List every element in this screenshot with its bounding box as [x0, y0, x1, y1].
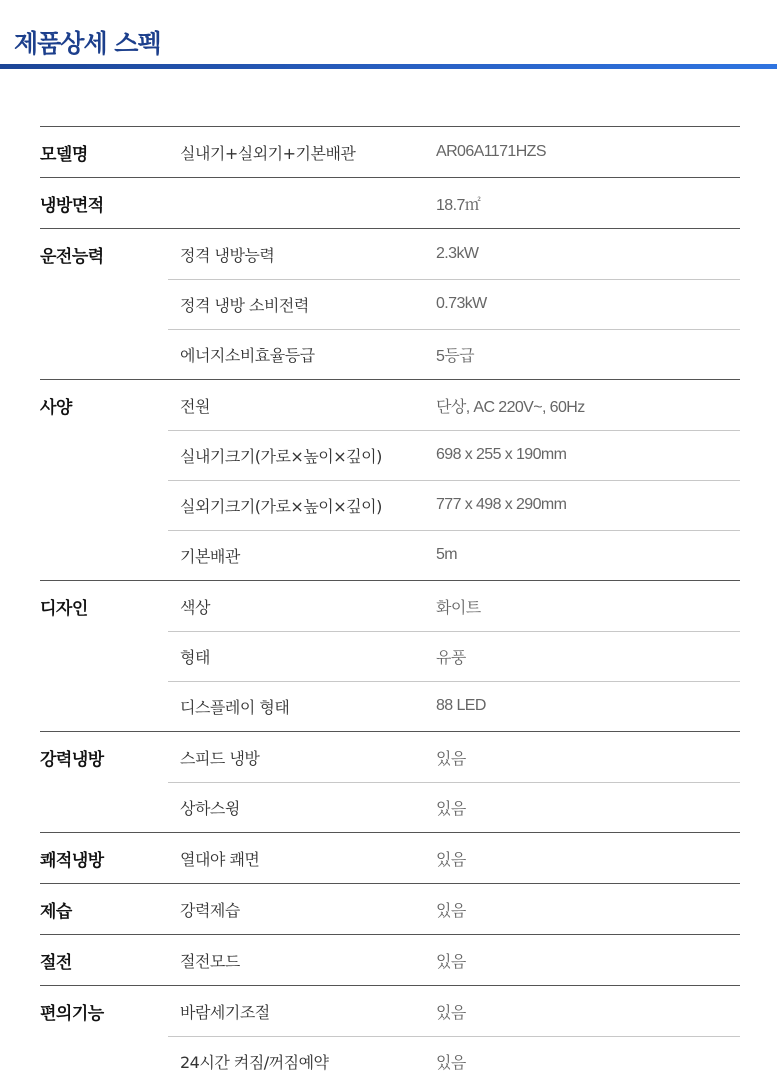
spec-category: 모델명 [40, 144, 88, 165]
spec-group [40, 177, 740, 228]
spec-row [40, 329, 740, 379]
spec-value: 있음 [436, 800, 466, 818]
spec-row [40, 986, 740, 1036]
spec-value: 5m [436, 546, 458, 563]
spec-label: 상하스윙 [180, 798, 240, 818]
spec-row [40, 681, 740, 731]
spec-value: 있음 [436, 902, 466, 920]
spec-row [40, 782, 740, 832]
spec-category: 제습 [40, 901, 72, 922]
spec-row [40, 127, 740, 177]
spec-label: 실외기크기(가로×높이×깊이) [180, 496, 382, 516]
spec-row [40, 1036, 740, 1071]
spec-label: 전원 [180, 396, 210, 416]
spec-value: 있음 [436, 1054, 466, 1071]
spec-group [40, 126, 740, 177]
spec-row [40, 833, 740, 883]
spec-value: 18.7㎡ [436, 196, 481, 214]
spec-category: 사양 [40, 397, 72, 418]
spec-category: 디자인 [40, 598, 88, 619]
spec-value: 단상, AC 220V~, 60Hz [436, 398, 585, 416]
spec-group [40, 379, 740, 580]
spec-category: 냉방면적 [40, 195, 104, 216]
spec-label: 열대야 쾌면 [180, 849, 260, 869]
spec-row [40, 480, 740, 530]
spec-table [40, 126, 740, 1071]
spec-value: 있음 [436, 953, 466, 971]
spec-group [40, 883, 740, 934]
spec-value: 777 x 498 x 290mm [436, 496, 567, 513]
spec-value: 2.3kW [436, 245, 479, 262]
spec-group [40, 580, 740, 731]
spec-value: AR06A1171HZS [436, 143, 546, 160]
spec-category: 강력냉방 [40, 749, 104, 770]
spec-group [40, 832, 740, 883]
spec-value: 88 LED [436, 697, 486, 714]
spec-category: 쾌적냉방 [40, 850, 104, 871]
spec-row [40, 380, 740, 430]
spec-row [40, 279, 740, 329]
spec-label: 스피드 냉방 [180, 748, 260, 768]
spec-value: 698 x 255 x 190mm [436, 446, 567, 463]
spec-value: 화이트 [436, 599, 481, 617]
spec-category: 편의기능 [40, 1003, 104, 1024]
spec-row [40, 884, 740, 934]
spec-label: 절전모드 [180, 951, 240, 971]
page-title: 제품상세 스펙 [14, 29, 161, 58]
spec-value: 있음 [436, 851, 466, 869]
spec-label: 색상 [180, 597, 210, 617]
spec-label: 정격 냉방 소비전력 [180, 295, 309, 315]
spec-label: 디스플레이 형태 [180, 697, 290, 717]
spec-label: 강력제습 [180, 900, 240, 920]
spec-category: 운전능력 [40, 246, 104, 267]
spec-label: 기본배관 [180, 546, 240, 566]
spec-value: 있음 [436, 750, 466, 768]
spec-row [40, 178, 740, 228]
spec-value: 0.73kW [436, 295, 487, 312]
spec-group [40, 731, 740, 832]
spec-value: 유풍 [436, 649, 466, 667]
spec-row [40, 631, 740, 681]
spec-label: 실내기+실외기+기본배관 [180, 143, 356, 163]
spec-label: 형태 [180, 647, 210, 667]
spec-row [40, 430, 740, 480]
spec-value: 있음 [436, 1004, 466, 1022]
spec-group [40, 985, 740, 1071]
spec-label: 에너지소비효율등급 [180, 345, 315, 365]
spec-label: 정격 냉방능력 [180, 245, 275, 265]
spec-row [40, 229, 740, 279]
spec-row [40, 530, 740, 580]
spec-value: 5등급 [436, 347, 475, 365]
spec-group [40, 934, 740, 985]
spec-label: 바람세기조절 [180, 1002, 270, 1022]
spec-group [40, 228, 740, 379]
page-header [0, 0, 777, 70]
spec-label: 24시간 켜짐/꺼짐예약 [180, 1052, 329, 1071]
spec-row [40, 935, 740, 985]
header-accent-bar [0, 64, 777, 69]
spec-label: 실내기크기(가로×높이×깊이) [180, 446, 382, 466]
spec-row [40, 581, 740, 631]
spec-row [40, 732, 740, 782]
spec-category: 절전 [40, 952, 72, 973]
